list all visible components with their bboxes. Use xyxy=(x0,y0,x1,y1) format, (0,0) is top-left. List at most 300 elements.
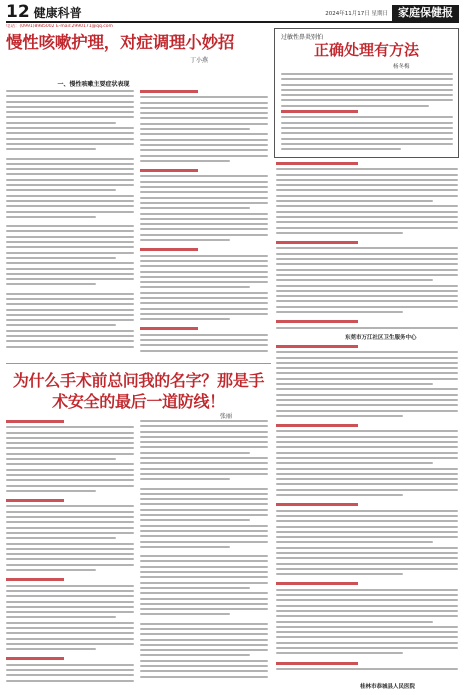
text-line-placeholder xyxy=(140,541,268,543)
text-line-placeholder xyxy=(140,484,268,488)
text-line-placeholder xyxy=(276,462,433,464)
article-right-box xyxy=(274,28,459,158)
text-line-placeholder xyxy=(276,357,458,359)
text-line-placeholder xyxy=(6,622,134,624)
masthead xyxy=(6,3,459,23)
text-line-placeholder xyxy=(276,232,403,234)
text-line-placeholder xyxy=(140,334,268,336)
text-line-placeholder xyxy=(276,258,458,260)
text-line-placeholder xyxy=(281,127,453,129)
text-line-placeholder xyxy=(6,138,134,140)
text-line-placeholder xyxy=(6,163,134,165)
text-line-placeholder xyxy=(6,324,116,326)
article-bottom-headline: 为什么手术前总问我的名字？那是手术安全的最后一道防线！ xyxy=(12,371,265,411)
text-line-placeholder xyxy=(6,340,134,342)
text-line-placeholder xyxy=(281,122,453,124)
credit-right-bottom: 桂林市恭城县人民医院 xyxy=(360,684,416,690)
text-line-placeholder xyxy=(140,117,268,119)
text-line-placeholder xyxy=(276,452,458,454)
text-line-placeholder xyxy=(276,274,458,276)
text-line-placeholder xyxy=(276,174,458,176)
text-line-placeholder xyxy=(276,415,403,417)
text-line-placeholder xyxy=(140,297,268,299)
section-heading-placeholder xyxy=(276,424,358,427)
text-line-placeholder xyxy=(140,478,230,480)
text-line-placeholder xyxy=(140,587,250,589)
text-line-placeholder xyxy=(281,73,453,75)
text-line-placeholder xyxy=(6,463,134,465)
text-line-placeholder xyxy=(140,265,268,267)
text-line-placeholder xyxy=(281,143,453,145)
text-line-placeholder xyxy=(140,623,268,625)
text-line-placeholder xyxy=(276,290,458,292)
text-line-placeholder xyxy=(276,510,458,512)
article-right-body-upper xyxy=(276,162,458,332)
text-line-placeholder xyxy=(140,665,268,667)
text-line-placeholder xyxy=(6,293,134,295)
text-line-placeholder xyxy=(140,560,268,562)
text-line-placeholder xyxy=(140,139,268,141)
section-heading-placeholder xyxy=(276,241,358,244)
text-line-placeholder xyxy=(276,441,458,443)
text-line-placeholder xyxy=(140,535,268,537)
text-line-placeholder xyxy=(140,425,268,427)
text-line-placeholder xyxy=(140,260,268,262)
text-line-placeholder xyxy=(140,133,268,135)
text-line-placeholder xyxy=(6,505,134,507)
article-top-body-col2 xyxy=(140,90,268,355)
text-line-placeholder xyxy=(6,335,134,337)
text-line-placeholder xyxy=(140,344,268,346)
text-line-placeholder xyxy=(276,547,458,549)
text-line-placeholder xyxy=(6,447,134,449)
section-heading-placeholder xyxy=(6,578,64,581)
text-line-placeholder xyxy=(6,521,134,523)
text-line-placeholder xyxy=(6,252,134,254)
section-heading-placeholder xyxy=(276,503,358,506)
text-line-placeholder xyxy=(276,285,458,287)
text-line-placeholder xyxy=(281,99,453,101)
text-line-placeholder xyxy=(6,268,134,270)
text-line-placeholder xyxy=(140,503,268,505)
text-line-placeholder xyxy=(140,420,268,422)
text-line-placeholder xyxy=(140,546,230,548)
text-line-placeholder xyxy=(6,95,134,97)
text-line-placeholder xyxy=(6,246,134,248)
text-line-placeholder xyxy=(276,362,458,364)
text-line-placeholder xyxy=(276,168,458,170)
text-line-placeholder xyxy=(6,205,134,207)
article-bottom-byline: 张丽 xyxy=(220,413,233,420)
text-line-placeholder xyxy=(276,372,458,374)
text-line-placeholder xyxy=(140,255,268,257)
text-line-placeholder xyxy=(276,489,458,491)
text-line-placeholder xyxy=(6,611,134,613)
text-line-placeholder xyxy=(6,303,134,305)
text-line-placeholder xyxy=(6,485,134,487)
text-line-placeholder xyxy=(140,202,268,204)
text-line-placeholder xyxy=(6,154,134,158)
text-line-placeholder xyxy=(6,101,134,103)
article-right-body-lower xyxy=(276,345,458,673)
text-line-placeholder xyxy=(140,633,268,635)
text-line-placeholder xyxy=(140,493,268,495)
text-line-placeholder xyxy=(140,613,230,615)
text-line-placeholder xyxy=(276,200,433,202)
text-line-placeholder xyxy=(140,473,268,475)
text-line-placeholder xyxy=(6,106,134,108)
text-line-placeholder xyxy=(140,644,268,646)
text-line-placeholder xyxy=(6,195,134,197)
text-line-placeholder xyxy=(6,479,134,481)
text-line-placeholder xyxy=(276,410,458,412)
text-line-placeholder xyxy=(276,478,458,480)
section-heading-placeholder xyxy=(276,662,358,665)
article-bottom-body-col2 xyxy=(140,420,268,681)
section-name: 健康科普 xyxy=(33,6,82,20)
text-line-placeholder xyxy=(276,247,458,249)
section-heading-placeholder xyxy=(6,499,64,502)
text-line-placeholder xyxy=(6,590,134,592)
text-line-placeholder xyxy=(6,453,134,455)
text-line-placeholder xyxy=(6,569,96,571)
text-line-placeholder xyxy=(140,608,268,610)
text-line-placeholder xyxy=(281,105,429,107)
text-line-placeholder xyxy=(6,532,134,534)
text-line-placeholder xyxy=(140,281,268,283)
text-line-placeholder xyxy=(276,457,458,459)
text-line-placeholder xyxy=(140,271,268,273)
text-line-placeholder xyxy=(6,674,134,676)
text-line-placeholder xyxy=(140,519,250,521)
text-line-placeholder xyxy=(6,548,134,550)
text-line-placeholder xyxy=(281,89,453,91)
text-line-placeholder xyxy=(281,78,453,80)
text-line-placeholder xyxy=(276,563,458,565)
text-line-placeholder xyxy=(276,227,458,229)
text-line-placeholder xyxy=(276,605,458,607)
text-line-placeholder xyxy=(140,350,268,352)
text-line-placeholder xyxy=(140,128,250,130)
section-heading-placeholder xyxy=(276,582,358,585)
text-line-placeholder xyxy=(276,279,433,281)
text-line-placeholder xyxy=(276,179,458,181)
text-line-placeholder xyxy=(6,90,134,92)
text-line-placeholder xyxy=(281,148,401,150)
text-line-placeholder xyxy=(140,207,250,209)
text-line-placeholder xyxy=(140,339,268,341)
text-line-placeholder xyxy=(276,552,458,554)
text-line-placeholder xyxy=(6,627,134,629)
text-line-placeholder xyxy=(276,367,458,369)
text-line-placeholder xyxy=(276,520,458,522)
text-line-placeholder xyxy=(276,557,458,559)
text-line-placeholder xyxy=(6,558,134,560)
text-line-placeholder xyxy=(276,631,458,633)
article-right-byline: 杨冬梅 xyxy=(393,64,410,70)
text-line-placeholder xyxy=(6,643,134,645)
text-line-placeholder xyxy=(276,526,458,528)
text-line-placeholder xyxy=(6,168,134,170)
text-line-placeholder xyxy=(276,195,458,197)
section-heading-placeholder xyxy=(6,657,64,660)
text-line-placeholder xyxy=(276,668,458,670)
text-line-placeholder xyxy=(6,111,134,113)
article-bottom-body-col1 xyxy=(6,420,134,685)
text-line-placeholder xyxy=(140,498,268,500)
text-line-placeholder xyxy=(276,383,433,385)
text-line-placeholder xyxy=(140,555,268,557)
text-line-placeholder xyxy=(6,469,134,471)
text-line-placeholder xyxy=(276,494,403,496)
text-line-placeholder xyxy=(276,430,458,432)
text-line-placeholder xyxy=(276,189,458,191)
text-line-placeholder xyxy=(6,241,134,243)
text-line-placeholder xyxy=(6,537,116,539)
page-number: 12 xyxy=(6,2,30,22)
text-line-placeholder xyxy=(140,649,268,651)
text-line-placeholder xyxy=(6,173,134,175)
text-line-placeholder xyxy=(276,615,458,617)
text-line-placeholder xyxy=(140,96,268,98)
text-line-placeholder xyxy=(6,606,134,608)
article-top-headline: 慢性咳嗽护理，对症调理小妙招 xyxy=(6,33,235,52)
text-line-placeholder xyxy=(140,452,250,454)
text-line-placeholder xyxy=(276,327,458,329)
section-heading-placeholder xyxy=(281,110,358,113)
text-line-placeholder xyxy=(276,351,458,353)
text-line-placeholder xyxy=(140,155,268,157)
text-line-placeholder xyxy=(276,394,458,396)
text-line-placeholder xyxy=(276,295,458,297)
text-line-placeholder xyxy=(276,184,458,186)
text-line-placeholder xyxy=(140,102,268,104)
text-line-placeholder xyxy=(140,191,268,193)
text-line-placeholder xyxy=(6,200,134,202)
text-line-placeholder xyxy=(281,94,453,96)
text-line-placeholder xyxy=(6,669,134,671)
text-line-placeholder xyxy=(140,468,268,470)
text-line-placeholder xyxy=(140,462,268,464)
text-line-placeholder xyxy=(276,647,458,649)
text-line-placeholder xyxy=(276,269,458,271)
text-line-placeholder xyxy=(6,225,134,227)
text-line-placeholder xyxy=(6,273,134,275)
text-line-placeholder xyxy=(140,181,268,183)
text-line-placeholder xyxy=(276,594,458,596)
text-line-placeholder xyxy=(276,468,458,470)
text-line-placeholder xyxy=(6,179,134,181)
section-heading-placeholder xyxy=(140,248,198,251)
issue-date: 2024年11月17日 星期日 xyxy=(325,11,388,17)
text-line-placeholder xyxy=(140,197,268,199)
text-line-placeholder xyxy=(140,186,268,188)
text-line-placeholder xyxy=(276,205,458,207)
text-line-placeholder xyxy=(140,313,268,315)
text-line-placeholder xyxy=(140,446,268,448)
text-line-placeholder xyxy=(6,158,134,160)
text-line-placeholder xyxy=(140,107,268,109)
text-line-placeholder xyxy=(6,632,134,634)
text-line-placeholder xyxy=(140,112,268,114)
text-line-placeholder xyxy=(6,553,134,555)
text-line-placeholder xyxy=(140,670,268,672)
text-line-placeholder xyxy=(6,511,134,513)
text-line-placeholder xyxy=(276,541,433,543)
text-line-placeholder xyxy=(6,257,116,259)
text-line-placeholder xyxy=(281,138,453,140)
text-line-placeholder xyxy=(276,211,458,213)
section-heading-placeholder xyxy=(140,169,198,172)
text-line-placeholder xyxy=(140,144,268,146)
text-line-placeholder xyxy=(276,536,458,538)
text-line-placeholder xyxy=(6,184,134,186)
text-line-placeholder xyxy=(140,592,268,594)
text-line-placeholder xyxy=(140,218,268,220)
text-line-placeholder xyxy=(276,483,458,485)
text-line-placeholder xyxy=(6,143,134,145)
text-line-placeholder xyxy=(276,599,458,601)
text-line-placeholder xyxy=(140,213,268,215)
text-line-placeholder xyxy=(6,216,96,218)
text-line-placeholder xyxy=(276,263,458,265)
text-line-placeholder xyxy=(6,211,134,213)
text-line-placeholder xyxy=(140,488,268,490)
text-line-placeholder xyxy=(276,636,458,638)
text-line-placeholder xyxy=(6,116,134,118)
text-line-placeholder xyxy=(6,585,134,587)
section-heading-placeholder xyxy=(276,345,358,348)
text-line-placeholder xyxy=(276,642,458,644)
article-top-byline: 丁小燕 xyxy=(190,57,209,64)
text-line-placeholder xyxy=(276,253,458,255)
section-heading-placeholder xyxy=(276,320,358,323)
text-line-placeholder xyxy=(276,436,458,438)
text-line-placeholder xyxy=(6,595,134,597)
text-line-placeholder xyxy=(276,652,403,654)
text-line-placeholder xyxy=(140,431,268,433)
text-line-placeholder xyxy=(6,346,134,348)
text-line-placeholder xyxy=(140,676,268,678)
text-line-placeholder xyxy=(140,308,268,310)
text-line-placeholder xyxy=(140,123,268,125)
text-line-placeholder xyxy=(276,515,458,517)
text-line-placeholder xyxy=(6,189,116,191)
contact-info-line: 电话：(0991)8985002 E-mail:2990171@qq.com xyxy=(6,24,113,29)
text-line-placeholder xyxy=(6,236,134,238)
text-line-placeholder xyxy=(140,598,268,600)
text-line-placeholder xyxy=(6,132,134,134)
text-line-placeholder xyxy=(140,566,268,568)
text-line-placeholder xyxy=(6,262,134,264)
text-line-placeholder xyxy=(6,664,134,666)
text-line-placeholder xyxy=(6,616,116,618)
text-line-placeholder xyxy=(276,446,458,448)
credit-right-mid: 东莞市万江社区卫生服务中心 xyxy=(345,335,417,341)
text-line-placeholder xyxy=(6,648,96,650)
text-line-placeholder xyxy=(140,223,268,225)
text-line-placeholder xyxy=(276,621,433,623)
text-line-placeholder xyxy=(6,527,134,529)
text-line-placeholder xyxy=(140,530,268,532)
text-line-placeholder xyxy=(140,576,268,578)
text-line-placeholder xyxy=(140,228,268,230)
text-line-placeholder xyxy=(276,311,403,313)
text-line-placeholder xyxy=(6,437,134,439)
section-divider xyxy=(6,363,271,364)
text-line-placeholder xyxy=(276,473,458,475)
text-line-placeholder xyxy=(276,388,458,390)
text-line-placeholder xyxy=(276,216,458,218)
text-line-placeholder xyxy=(140,514,268,516)
text-line-placeholder xyxy=(281,132,453,134)
text-line-placeholder xyxy=(140,239,230,241)
text-line-placeholder xyxy=(140,441,268,443)
text-line-placeholder xyxy=(140,660,268,662)
text-line-placeholder xyxy=(276,399,458,401)
text-line-placeholder xyxy=(140,436,268,438)
article-top-subhead: 一、慢性咳嗽主要症状表现 xyxy=(57,81,130,88)
text-line-placeholder xyxy=(140,149,268,151)
text-line-placeholder xyxy=(140,318,230,320)
text-line-placeholder xyxy=(276,378,458,380)
text-line-placeholder xyxy=(276,626,458,628)
text-line-placeholder xyxy=(140,525,268,527)
text-line-placeholder xyxy=(276,306,458,308)
text-line-placeholder xyxy=(276,568,458,570)
text-line-placeholder xyxy=(6,330,134,332)
text-line-placeholder xyxy=(276,404,458,406)
text-line-placeholder xyxy=(140,582,268,584)
section-heading-placeholder xyxy=(140,90,198,93)
text-line-placeholder xyxy=(140,234,268,236)
text-line-placeholder xyxy=(140,654,250,656)
text-line-placeholder xyxy=(140,175,268,177)
text-line-placeholder xyxy=(6,458,116,460)
text-line-placeholder xyxy=(276,610,458,612)
text-line-placeholder xyxy=(6,127,134,129)
text-line-placeholder xyxy=(6,283,96,285)
text-line-placeholder xyxy=(140,639,268,641)
text-line-placeholder xyxy=(140,603,268,605)
section-heading-placeholder xyxy=(140,327,198,330)
text-line-placeholder xyxy=(6,278,134,280)
text-line-placeholder xyxy=(6,638,134,640)
text-line-placeholder xyxy=(6,314,134,316)
text-line-placeholder xyxy=(6,442,134,444)
text-line-placeholder xyxy=(6,309,134,311)
text-line-placeholder xyxy=(140,292,268,294)
text-line-placeholder xyxy=(140,302,268,304)
text-line-placeholder xyxy=(6,516,134,518)
text-line-placeholder xyxy=(6,298,134,300)
article-right-intro xyxy=(281,73,453,153)
text-line-placeholder xyxy=(281,116,453,118)
text-line-placeholder xyxy=(276,300,458,302)
text-line-placeholder xyxy=(6,319,134,321)
text-line-placeholder xyxy=(281,84,453,86)
text-line-placeholder xyxy=(6,564,134,566)
text-line-placeholder xyxy=(6,490,96,492)
text-line-placeholder xyxy=(140,509,268,511)
text-line-placeholder xyxy=(140,457,268,459)
section-heading-placeholder xyxy=(6,420,64,423)
newspaper-title: 家庭保健报 xyxy=(392,5,459,21)
text-line-placeholder xyxy=(6,543,134,545)
text-line-placeholder xyxy=(140,571,268,573)
text-line-placeholder xyxy=(6,122,116,124)
text-line-placeholder xyxy=(6,474,134,476)
